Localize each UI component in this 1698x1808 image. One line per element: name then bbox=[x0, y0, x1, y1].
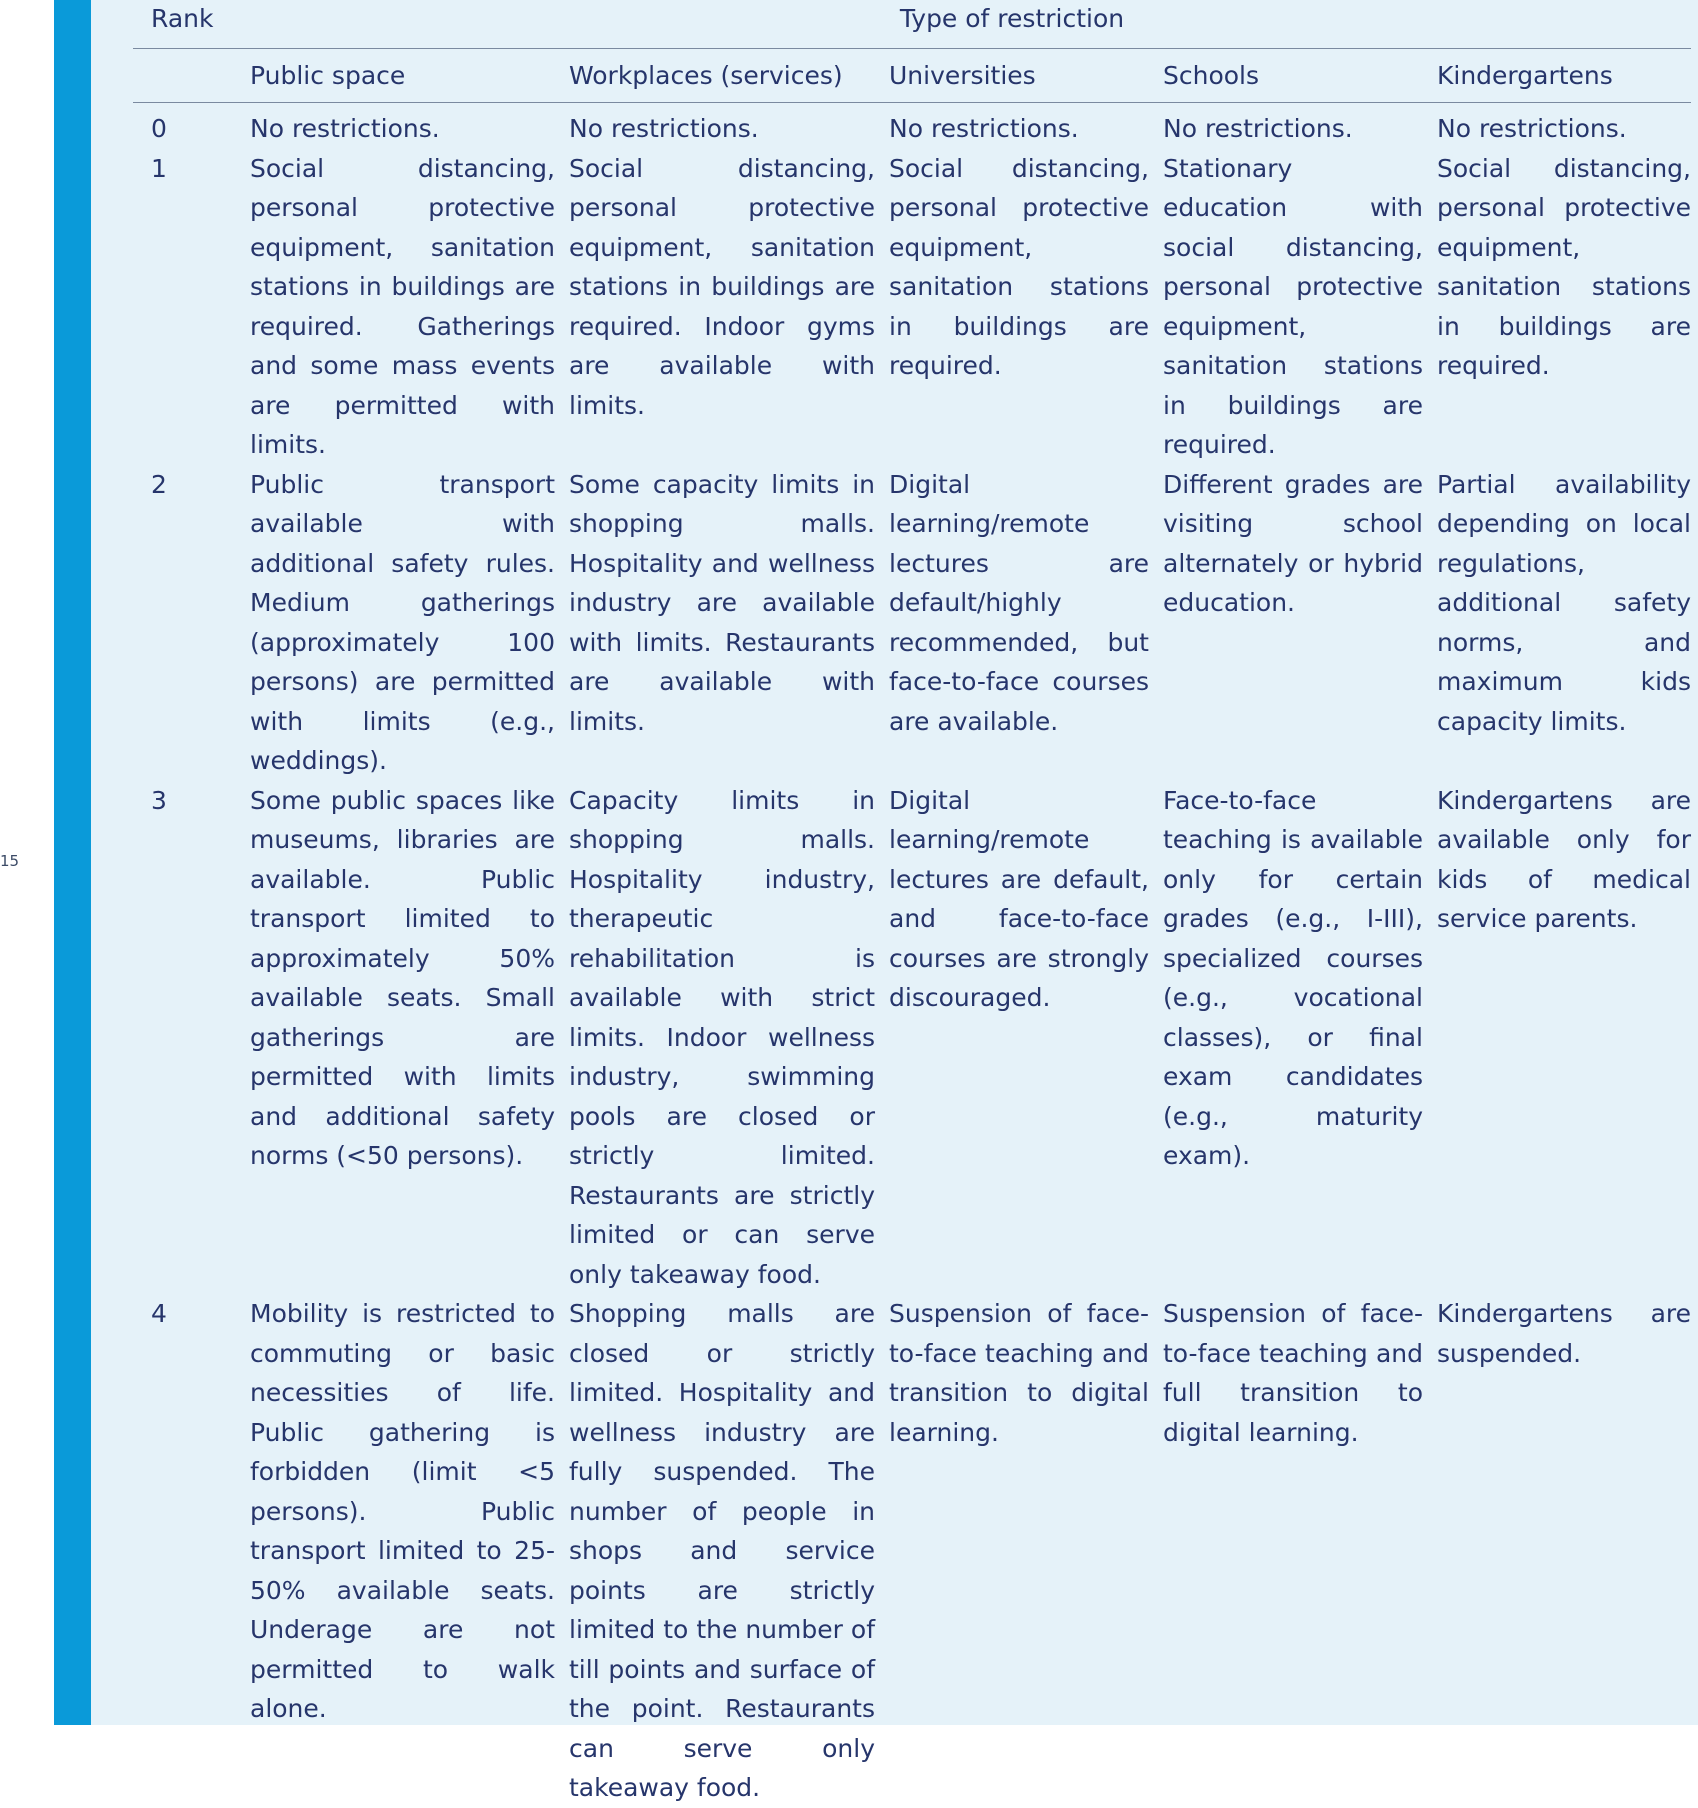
header-kindergartens: Kindergartens bbox=[1437, 61, 1613, 90]
cell-public-space: Public transport available with additional safety rules. Medium gatherings (approximately 100 persons) are permitted with limits (e.g., weddings). bbox=[250, 469, 555, 775]
cell-schools: Suspension of face-to-face teaching and full transition to digital learning. bbox=[1163, 1299, 1423, 1447]
table-column-headers bbox=[133, 49, 1691, 103]
table-row-rank-4 bbox=[133, 1294, 1691, 1808]
table-body bbox=[133, 109, 1691, 1808]
header-workplaces: Workplaces (services) bbox=[569, 61, 843, 90]
cell-workplaces: Social distancing, personal protective equipment, sanitation stations in buildings are required. Indoor gyms are available with limits. bbox=[569, 153, 875, 420]
cell-kindergartens: Kindergartens are available only for kids of medical service parents. bbox=[1437, 785, 1691, 933]
cell-universities: Digital learning/remote lectures are default, and face-to-face courses are strongly discouraged. bbox=[889, 785, 1149, 1012]
table-row-rank-1 bbox=[133, 149, 1691, 465]
table-row-rank-0 bbox=[133, 109, 1691, 149]
cell-kindergartens: Partial availability depending on local regulations, additional safety norms, and maximum kids capacity limits. bbox=[1437, 469, 1691, 736]
rank-cell: 0 bbox=[151, 114, 167, 143]
cell-kindergartens: Kindergartens are suspended. bbox=[1437, 1299, 1691, 1368]
line-number: 15 bbox=[0, 852, 20, 870]
table-row-rank-3 bbox=[133, 781, 1691, 1295]
header-rank: Rank bbox=[151, 4, 214, 33]
cell-workplaces: Capacity limits in shopping malls. Hospitality industry, therapeutic rehabilitation is available with strict limits. Indoor wellness industry, swimming pools are closed or strictly limited. Restaurants are strictly limited or can serve only takeaway food. bbox=[569, 785, 875, 1289]
cell-universities: Suspension of face-to-face teaching and transition to digital learning. bbox=[889, 1299, 1149, 1447]
cell-kindergartens: Social distancing, personal protective equipment, sanitation stations in buildings are required. bbox=[1437, 153, 1691, 380]
cell-universities: Social distancing, personal protective equipment, sanitation stations in buildings are required. bbox=[889, 153, 1149, 380]
cell-schools: Different grades are visiting school alternately or hybrid education. bbox=[1163, 469, 1423, 617]
table-row-rank-2 bbox=[133, 465, 1691, 781]
cell-schools: Face-to-face teaching is available only for certain grades (e.g., I-III), specialized courses (e.g., vocational classes), or final exam candidates (e.g., maturity exam). bbox=[1163, 785, 1423, 1170]
rank-cell: 3 bbox=[151, 785, 167, 815]
left-accent-bar bbox=[54, 0, 91, 1725]
cell-public-space: No restrictions. bbox=[250, 114, 440, 143]
header-universities: Universities bbox=[889, 61, 1036, 90]
table-header-top bbox=[133, 0, 1691, 49]
cell-workplaces: No restrictions. bbox=[569, 114, 759, 143]
cell-universities: No restrictions. bbox=[889, 114, 1079, 143]
cell-public-space: Some public spaces like museums, libraries are available. Public transport limited to approximately 50% available seats. Small gatherings are permitted with limits and additional safety norms (<50 persons). bbox=[250, 785, 555, 1170]
cell-universities: Digital learning/remote lectures are default/highly recommended, but face-to-face courses are available. bbox=[889, 469, 1149, 736]
cell-schools: No restrictions. bbox=[1163, 114, 1353, 143]
cell-public-space: Mobility is restricted to commuting or basic necessities of life. Public gathering is forbidden (limit <5 persons). Public transport limited to 25-50% available seats. Underage are not permitted to walk alone. bbox=[250, 1299, 555, 1723]
header-type-of-restriction: Type of restriction bbox=[899, 4, 1125, 33]
restriction-table bbox=[133, 0, 1691, 1808]
cell-schools: Stationary education with social distancing, personal protective equipment, sanitation stations in buildings are required. bbox=[1163, 153, 1423, 459]
header-schools: Schools bbox=[1163, 61, 1260, 90]
header-public-space: Public space bbox=[250, 61, 406, 90]
cell-kindergartens: No restrictions. bbox=[1437, 114, 1627, 143]
cell-workplaces: Shopping malls are closed or strictly limited. Hospitality and wellness industry are fully suspended. The number of people in shops and service points are strictly limited to the number of till points and surface of the point. Restaurants can serve only takeaway food. bbox=[569, 1299, 875, 1802]
cell-workplaces: Some capacity limits in shopping malls. Hospitality and wellness industry are available with limits. Restaurants are available with limits. bbox=[569, 469, 875, 736]
cell-public-space: Social distancing, personal protective equipment, sanitation stations in buildings are required. Gatherings and some mass events are permitted with limits. bbox=[250, 153, 555, 459]
rank-cell: 2 bbox=[151, 469, 167, 499]
rank-cell: 1 bbox=[151, 153, 167, 183]
rank-cell: 4 bbox=[151, 1299, 167, 1328]
